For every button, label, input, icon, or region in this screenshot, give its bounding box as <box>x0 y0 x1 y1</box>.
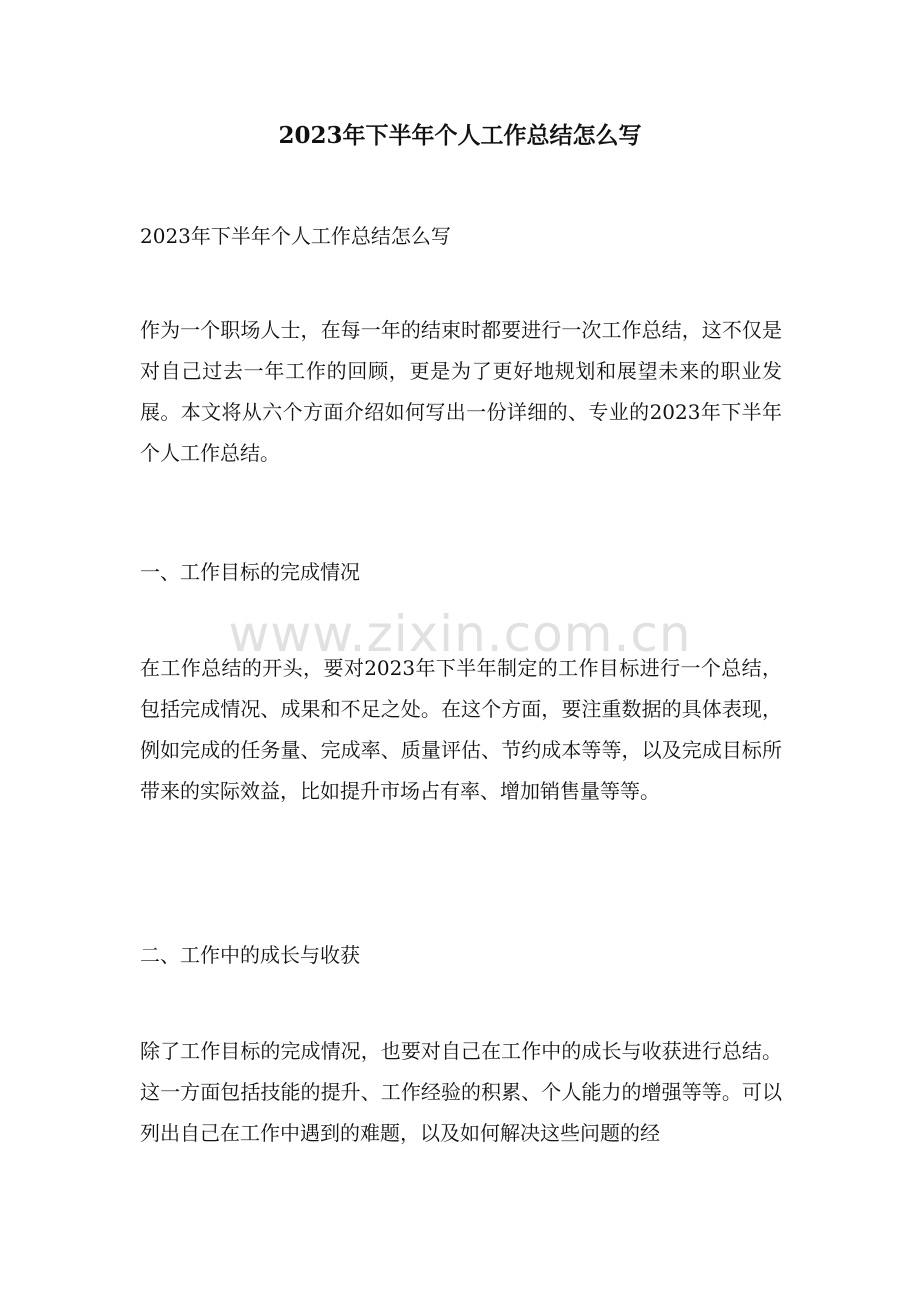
intro-paragraph: 作为一个职场人士，在每一年的结束时都要进行一次工作总结，这不仅是对自己过去一年工作的回顾，更是为了更好地规划和展望未来的职业发展。本文将从六个方面介绍如何写出一份详细的、专业的2023年下半年个人工作总结。 <box>140 318 782 465</box>
document-subtitle: 2023年下半年个人工作总结怎么写 <box>140 224 451 248</box>
section-heading-2: 二、工作中的成长与收获 <box>140 943 360 967</box>
section-2-paragraph: 除了工作目标的完成情况，也要对自己在工作中的成长与收获进行总结。这一方面包括技能的提升、工作经验的积累、个人能力的增强等等。可以列出自己在工作中遇到的难题，以及如何解决这些问题的经 <box>140 1039 782 1145</box>
section-1-paragraph: 在工作总结的开头，要对2023年下半年制定的工作目标进行一个总结，包括完成情况、成果和不足之处。在这个方面，要注重数据的具体表现，例如完成的任务量、完成率、质量评估、节约成本等等，以及完成目标所带来的实际效益，比如提升市场占有率、增加销售量等等。 <box>140 656 782 803</box>
document-title: 2023年下半年个人工作总结怎么写 <box>278 122 642 149</box>
watermark: www.zixin.com.cn <box>228 605 692 663</box>
section-heading-1: 一、工作目标的完成情况 <box>140 560 360 584</box>
